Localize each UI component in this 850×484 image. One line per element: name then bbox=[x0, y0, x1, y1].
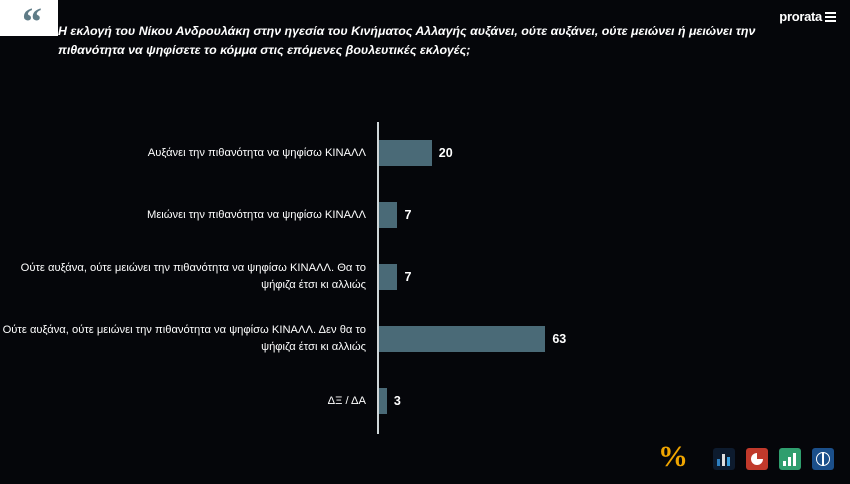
bar-container bbox=[377, 264, 850, 290]
percent-icon: % bbox=[658, 440, 688, 473]
bar-container bbox=[377, 388, 850, 414]
brand-logo bbox=[779, 9, 836, 24]
category-label: Αυξάνει την πιθανότητα να ψηφίσω ΚΙΝΑΛΛ bbox=[147, 146, 366, 159]
category-label: Ούτε αυξάνα, ούτε μειώνει την πιθανότητα να ψηφίσω ΚΙΝΑΛΛ. Δεν θα το ψήφιζα έτσι κι αλλιώς bbox=[2, 324, 366, 353]
page-title: Η εκλογή του Νίκου Ανδρουλάκη στην ηγεσία του Κινήματος Αλλαγής αυξάνει, ούτε αυξάνει, ούτε μειώνει ή μειώνει την πιθανότητα να ψηφίσετε το κόμμα στις επόμενες βουλευτικές εκλογές; bbox=[58, 24, 756, 58]
bar bbox=[379, 264, 397, 290]
footer-icons bbox=[658, 440, 834, 473]
globe-icon bbox=[812, 448, 834, 470]
bar-container bbox=[377, 140, 850, 166]
bar bbox=[379, 388, 387, 414]
brand-name: prorata bbox=[779, 9, 822, 24]
bar-container bbox=[377, 326, 850, 352]
bar bbox=[379, 202, 397, 228]
bar-chart-icon bbox=[713, 448, 735, 470]
bar-value: 7 bbox=[404, 208, 412, 222]
chart-row bbox=[0, 184, 850, 246]
bar bbox=[379, 140, 432, 166]
bar-value: 20 bbox=[438, 146, 453, 160]
chart-row bbox=[0, 122, 850, 184]
bar-chart bbox=[0, 104, 850, 434]
bar-value: 3 bbox=[393, 394, 401, 408]
bar-container bbox=[377, 202, 850, 228]
category-label: Ούτε αυξάνα, ούτε μειώνει την πιθανότητα να ψηφίσω ΚΙΝΑΛΛ. Θα το ψήφιζα έτσι κι αλλιώς bbox=[20, 262, 366, 291]
trend-chart-icon bbox=[779, 448, 801, 470]
category-label: Μειώνει την πιθανότητα να ψηφίσω ΚΙΝΑΛΛ bbox=[147, 208, 366, 221]
quote-icon: “ bbox=[22, 0, 40, 44]
bar-value: 63 bbox=[552, 332, 567, 346]
chart-row bbox=[0, 370, 850, 432]
chart-row bbox=[0, 308, 850, 370]
chart-row bbox=[0, 246, 850, 308]
bar-value: 7 bbox=[404, 270, 412, 284]
bar bbox=[379, 326, 545, 352]
chart-rows bbox=[0, 122, 850, 432]
pie-chart-icon bbox=[746, 448, 768, 470]
hamburger-icon bbox=[825, 11, 836, 22]
category-label: ΔΞ / ΔΑ bbox=[327, 394, 366, 407]
